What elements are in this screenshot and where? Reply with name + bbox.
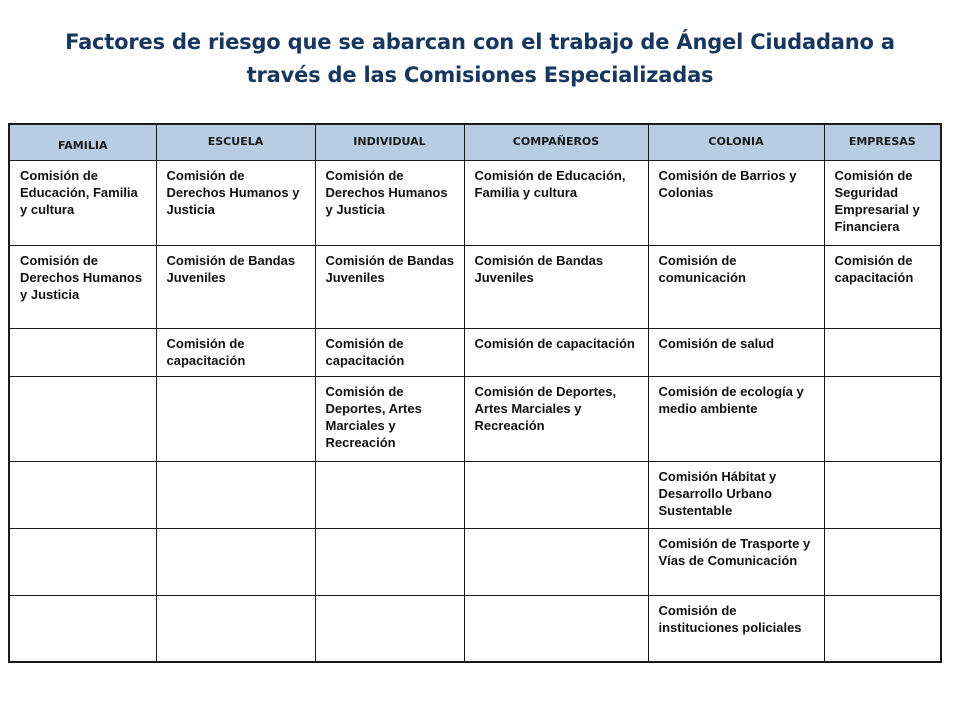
title-line-2: través de las Comisiones Especializadas	[246, 63, 714, 87]
header-colonia: COLONIA	[648, 124, 824, 160]
table-cell	[156, 461, 315, 528]
table-cell: Comisión de Barrios y Colonias	[648, 160, 824, 245]
table-cell	[156, 376, 315, 461]
table-cell: Comisión de instituciones policiales	[648, 595, 824, 662]
table-cell: Comisión de Educación, Familia y cultura	[464, 160, 648, 245]
table-cell	[464, 595, 648, 662]
table-cell	[156, 528, 315, 595]
table-cell	[9, 328, 156, 376]
header-row	[9, 124, 941, 160]
table-cell: Comisión de Derechos Humanos y Justicia	[315, 160, 464, 245]
header-individual: INDIVIDUAL	[315, 124, 464, 160]
table-cell: Comisión de Derechos Humanos y Justicia	[9, 245, 156, 328]
table-row	[9, 245, 941, 328]
table-cell: Comisión de Deportes, Artes Marciales y Recreación	[464, 376, 648, 461]
table-cell	[464, 528, 648, 595]
table-cell: Comisión de Bandas Juveniles	[156, 245, 315, 328]
table-cell	[9, 376, 156, 461]
header-familia: FAMILIA	[9, 124, 156, 160]
table-cell: Comisión de Trasporte y Vías de Comunicación	[648, 528, 824, 595]
title-line-1: Factores de riesgo que se abarcan con el trabajo de Ángel Ciudadano a	[65, 30, 895, 54]
table-cell	[824, 376, 941, 461]
table-cell	[824, 328, 941, 376]
table-cell	[824, 528, 941, 595]
table-cell	[9, 595, 156, 662]
table-cell: Comisión de capacitación	[464, 328, 648, 376]
table-row	[9, 160, 941, 245]
header-escuela: ESCUELA	[156, 124, 315, 160]
table-cell	[156, 595, 315, 662]
table-cell: Comisión de Educación, Familia y cultura	[9, 160, 156, 245]
table-row	[9, 528, 941, 595]
table-cell: Comisión Hábitat y Desarrollo Urbano Sustentable	[648, 461, 824, 528]
table-cell	[315, 528, 464, 595]
commissions-table	[8, 123, 942, 663]
table-cell: Comisión de Derechos Humanos y Justicia	[156, 160, 315, 245]
table-row	[9, 461, 941, 528]
table-row	[9, 595, 941, 662]
table-row	[9, 328, 941, 376]
table-cell	[824, 595, 941, 662]
header-companeros: COMPAÑEROS	[464, 124, 648, 160]
table-row	[9, 376, 941, 461]
header-empresas: EMPRESAS	[824, 124, 941, 160]
table-cell: Comisión de Bandas Juveniles	[315, 245, 464, 328]
table-cell: Comisión de comunicación	[648, 245, 824, 328]
page-title	[40, 26, 920, 92]
table-cell: Comisión de capacitación	[315, 328, 464, 376]
table-cell: Comisión de Deportes, Artes Marciales y Recreación	[315, 376, 464, 461]
table-cell	[315, 595, 464, 662]
table-cell: Comisión de capacitación	[156, 328, 315, 376]
table-cell	[9, 461, 156, 528]
table-cell: Comisión de salud	[648, 328, 824, 376]
table-cell: Comisión de Seguridad Empresarial y Financiera	[824, 160, 941, 245]
table-cell: Comisión de capacitación	[824, 245, 941, 328]
table-cell	[464, 461, 648, 528]
table-cell	[824, 461, 941, 528]
table-cell	[9, 528, 156, 595]
table-cell: Comisión de Bandas Juveniles	[464, 245, 648, 328]
table-cell	[315, 461, 464, 528]
table-cell: Comisión de ecología y medio ambiente	[648, 376, 824, 461]
